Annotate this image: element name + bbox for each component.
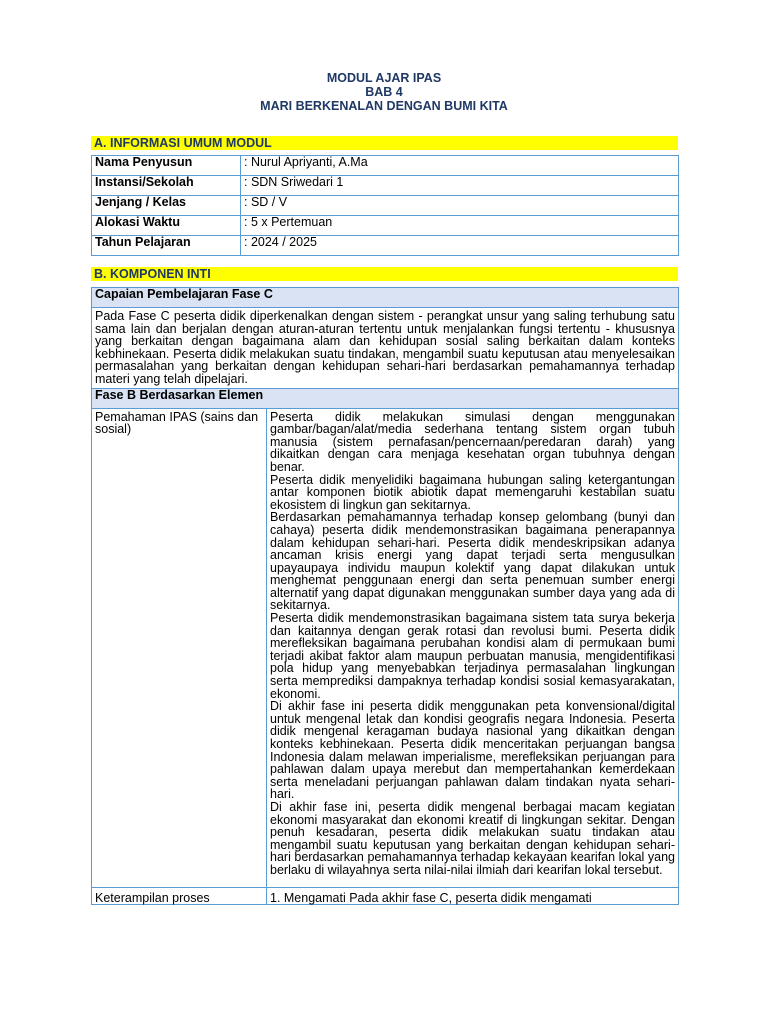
table-row: [92, 156, 679, 176]
element-paragraph: Peserta didik menyelidiki bagaimana hubungan saling ketergantungan antar komponen biotik abiotik dapat memengaruhi kestabilan suatu ekosistem di lingkun gan sekitarnya.: [270, 472, 675, 512]
title-line-2: BAB 4: [365, 85, 403, 99]
info-label: Alokasi Waktu: [92, 216, 241, 236]
info-value: : Nurul Apriyanti, A.Ma: [241, 156, 679, 176]
info-label: Jenjang / Kelas: [92, 196, 241, 216]
table-row: [92, 216, 679, 236]
element-paragraph: Berdasarkan pemahamannya terhadap konsep gelombang (bunyi dan cahaya) peserta didik mendemonstrasikan bagaimana penerapannya dalam kehidupan sehari-hari. Peserta didik mendeskripsikan adanya ancaman krisis energi yang dapat terjadi serta mengusulkan upayaupaya individu maupun kolektif yang dapat dilakukan untuk menghemat penggunaan energi dan serta penemuan sumber energi alternatif yang dapat digunakan menggunakan sumber daya yang ada di sekitarnya.: [270, 510, 675, 613]
table-row: [92, 388, 679, 408]
element-content: [267, 887, 679, 905]
document-title: [0, 71, 768, 113]
element-paragraph: Di akhir fase ini, peserta didik mengenal berbagai macam kegiatan ekonomi masyarakat dan ekonomi kreatif di lingkungan sekitar. Dengan penuh kesadaran, peserta didik melakukan suatu tindakan atau mengambil suatu keputusan yang berkaitan dengan kehidupan sehari-hari berdasarkan pemahamannya terhadap kekayaan kearifan lokal yang berlaku di wilayahnya serta nilai-nilai ilmiah dari kearifan lokal tersebut.: [270, 799, 675, 877]
table-row: [92, 288, 679, 308]
info-label: Tahun Pelajaran: [92, 236, 241, 256]
table-row: [92, 196, 679, 216]
capaian-header: Capaian Pembelajaran Fase C: [92, 288, 679, 308]
element-paragraph: Peserta didik mendemonstrasikan bagaimana sistem tata surya bekerja dan kaitannya dengan gerak rotasi dan revolusi bumi. Peserta didik merefleksikan bagaimana perubahan kondisi alam di permukaan bumi terjadi akibat faktor alam maupun perbuatan manusia, mengidentifikasi pola hidup yang menyebabkan terjadinya permasalahan lingkungan serta memprediksi dampaknya terhadap kondisi sosial kemasyarakatan, ekonomi.: [270, 611, 675, 701]
element-paragraph: Di akhir fase ini peserta didik menggunakan peta konvensional/digital untuk mengenal letak dan kondisi geografis negara Indonesia. Peserta didik mengenal keragaman budaya nasional yang dikaitkan dengan konteks kebhinekaan. Peserta didik menceritakan perjuangan bangsa Indonesia dalam melawan imperialisme, merefleksikan perjuangan para pahlawan dalam upaya merebut dan mempertahankan kemerdekaan serta meneladani perjuangan pahlawan dalam tindakan nyata sehari-hari.: [270, 699, 675, 802]
section-a-heading: [91, 136, 678, 150]
title-line-1: MODUL AJAR IPAS: [326, 71, 442, 85]
fase-header: Fase B Berdasarkan Elemen: [92, 388, 679, 408]
capaian-text: Pada Fase C peserta didik diperkenalkan dengan sistem - perangkat unsur yang saling terhubung satu sama lain dan berjalan dengan aturan-aturan tertentu untuk menjalankan fungsi tertentu - khususnya yang berkaitan dengan bagaimana alam dan kehidupan sosial saling berkaitan dalam konteks kebhinekaan. Peserta didik melakukan suatu tindakan, mengambil suatu keputusan atau menyelesaikan permasalahan yang berkaitan dengan kehidupan sehari-hari berdasarkan pemahamannya terhadap materi yang telah dipelajari.: [92, 308, 679, 389]
table-row: [92, 308, 679, 389]
section-b-heading: [91, 267, 678, 281]
section-b-title: B. KOMPONEN INTI: [94, 267, 211, 281]
section-a-title: A. INFORMASI UMUM MODUL: [94, 136, 272, 150]
info-value: : 2024 / 2025: [241, 236, 679, 256]
table-row: [92, 887, 679, 905]
komponen-inti-table: [91, 287, 679, 905]
info-value: : SD / V: [241, 196, 679, 216]
info-table: [91, 155, 679, 256]
element-content: [267, 408, 679, 887]
element-paragraph: Peserta didik melakukan simulasi dengan menggunakan gambar/bagan/alat/media sederhana tentang sistem organ tubuh manusia (sistem pernafasan/pencernaan/peredaran darah) yang dikaitkan dengan cara menjaga kesehatan organ tubuhnya dengan benar.: [270, 409, 675, 474]
element-paragraph: 1. Mengamati Pada akhir fase C, peserta didik mengamati: [270, 890, 592, 905]
table-row: [92, 236, 679, 256]
info-value: : SDN Sriwedari 1: [241, 176, 679, 196]
info-label: Nama Penyusun: [92, 156, 241, 176]
info-value: : 5 x Pertemuan: [241, 216, 679, 236]
table-row: [92, 408, 679, 887]
title-line-3: MARI BERKENALAN DENGAN BUMI KITA: [260, 99, 508, 113]
info-label: Instansi/Sekolah: [92, 176, 241, 196]
table-row: [92, 176, 679, 196]
element-label: Keterampilan proses: [92, 887, 267, 905]
element-label: Pemahaman IPAS (sains dan sosial): [92, 408, 267, 887]
